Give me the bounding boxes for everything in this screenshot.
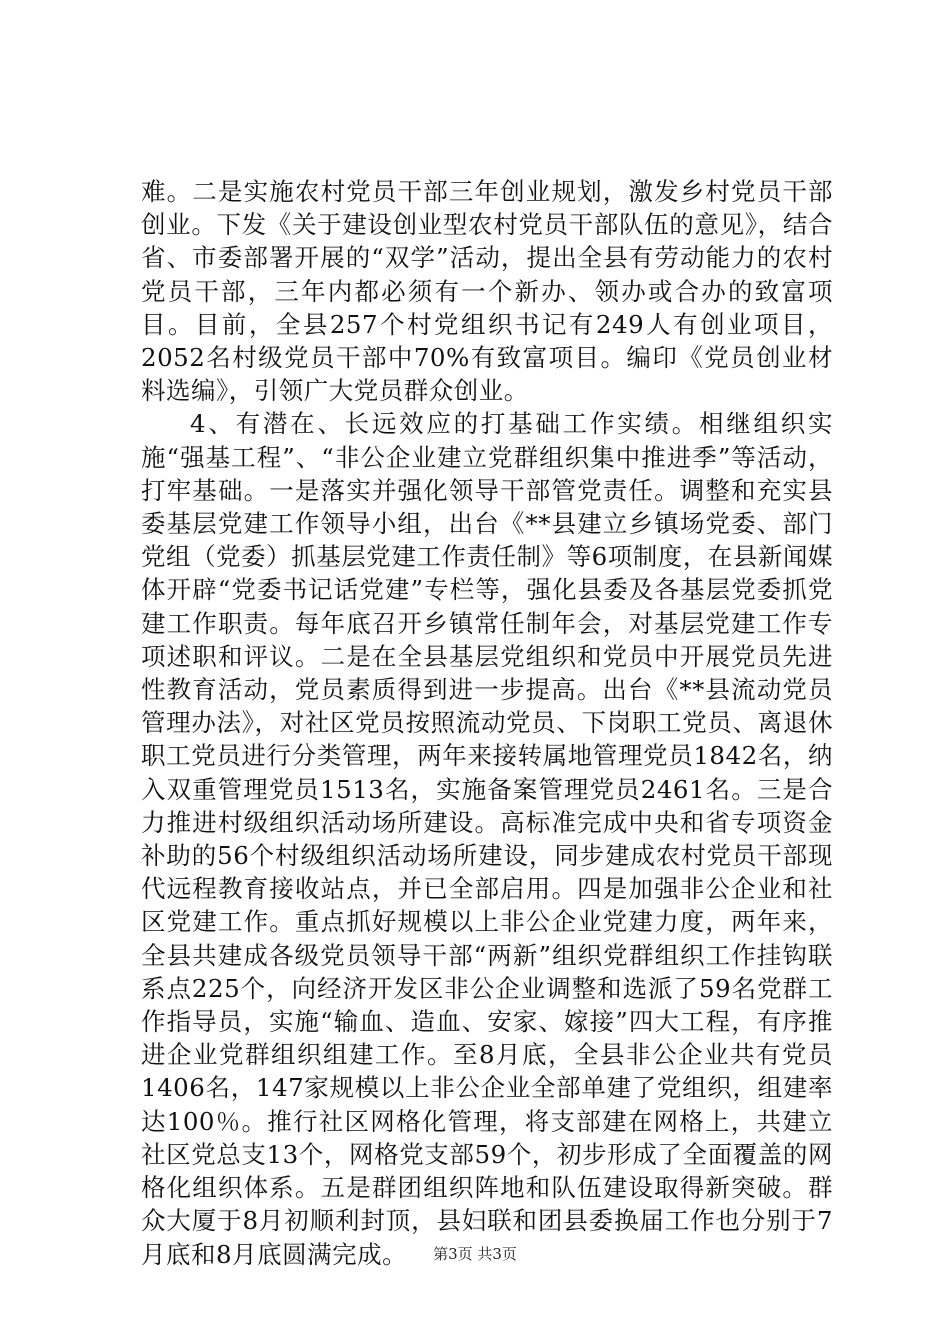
document-body <box>141 175 833 1271</box>
paragraph-section-4: 4、有潜在、长远效应的打基础工作实绩。相继组织实施“强基工程”、“非公企业建立党群组织集中推进季”等活动，打牢基础。一是落实并强化领导干部管党责任。调整和充实县委基层党建工作领导小组，出台《**县建立乡镇场党委、部门党组（党委）抓基层党建工作责任制》等6项制度，在县新闻媒体开辟“党委书记话党建”专栏等，强化县委及各基层党委抓党建工作职责。每年底召开乡镇常任制年会，对基层党建工作专项述职和评议。二是在全县基层党组织和党员中开展党员先进性教育活动，党员素质得到进一步提高。出台《**县流动党员管理办法》，对社区党员按照流动党员、下岗职工党员、离退休职工党员进行分类管理，两年来接转属地管理党员1842名，纳入双重管理党员1513名，实施备案管理党员2461名。三是合力推进村级组织活动场所建设。高标准完成中央和省专项资金补助的56个村级组织活动场所建设，同步建成农村党员干部现代远程教育接收站点，并已全部启用。四是加强非公企业和社区党建工作。重点抓好规模以上非公企业党建力度，两年来，全县共建成各级党员领导干部“两新”组织党群组织工作挂钩联系点225个，向经济开发区非公企业调整和选派了59名党群工作指导员，实施“输血、造血、安家、嫁接”四大工程，有序推进企业党群组织组建工作。至8月底，全县非公企业共有党员1406名，147家规模以上非公企业全部单建了党组织，组建率达100％。推行社区网格化管理，将支部建在网格上，共建立社区党总支13个，网格党支部59个，初步形成了全面覆盖的网格化组织体系。五是群团组织阵地和队伍建设取得新突破。群众大厦于8月初顺利封顶，县妇联和团县委换届工作也分别于7月底和8月底圆满完成。 <box>141 409 833 1269</box>
page-footer: 第3页 共3页 <box>433 1245 517 1263</box>
paragraph-continued: 难。二是实施农村党员干部三年创业规划，激发乡村党员干部创业。下发《关于建设创业型农村党员干部队伍的意见》，结合省、市委部署开展的“双学”活动，提出全县有劳动能力的农村党员干部，三年内都必须有一个新办、领办或合办的致富项目。目前，全县257个村党组织书记有249人有创业项目，2052名村级党员干部中70%有致富项目。编印《党员创业材料选编》，引领广大党员群众创业。 <box>141 177 833 406</box>
